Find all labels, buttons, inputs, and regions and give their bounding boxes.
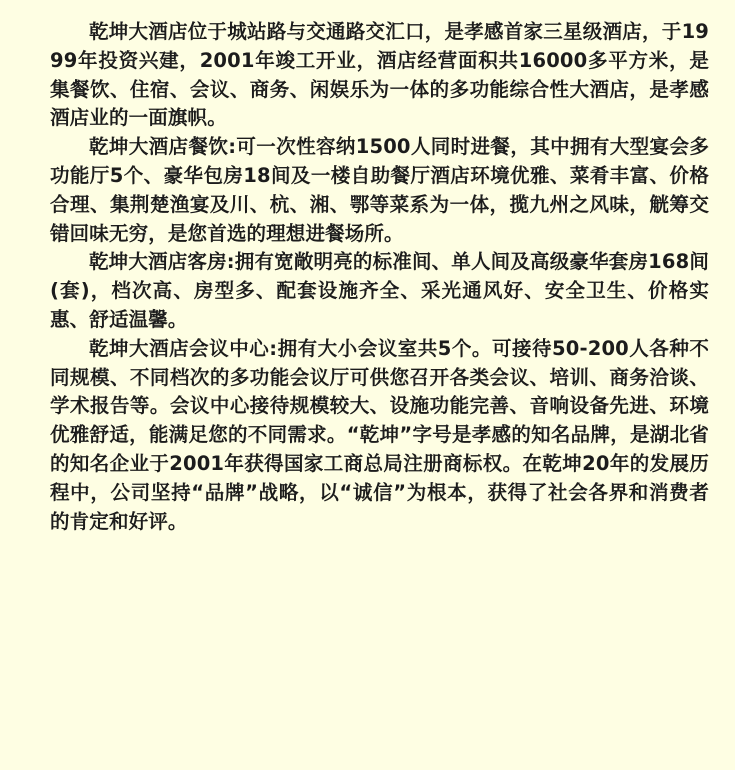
paragraph-dining: 乾坤大酒店餐饮:可一次性容纳1500人同时进餐，其中拥有大型宴会多功能厅5个、豪华包房18间及一楼自助餐厅酒店环境优雅、菜肴丰富、价格合理、集荆楚渔宴及川、杭、湘、鄂等菜系为一体，揽九州之风味，觥筹交错回味无穷，是您首选的理想进餐场所。 <box>50 135 709 245</box>
paragraph-rooms: 乾坤大酒店客房:拥有宽敞明亮的标准间、单人间及高级豪华套房168间(套)，档次高、房型多、配套设施齐全、采光通风好、安全卫生、价格实惠、舒适温馨。 <box>50 250 709 331</box>
paragraph-conference: 乾坤大酒店会议中心:拥有大小会议室共5个。可接待50-200人各种不同规模、不同档次的多功能会议厅可供您召开各类会议、培训、商务洽谈、学术报告等。会议中心接待规模较大、设施功能完善、音响设备先进、环境优雅舒适，能满足您的不同需求。“乾坤”字号是孝感的知名品牌，是湖北省的知名企业于2001年获得国家工商总局注册商标权。在乾坤20年的发展历程中，公司坚持“品牌”战略，以“诚信”为根本，获得了社会各界和消费者的肯定和好评。 <box>50 336 709 533</box>
paragraph-intro: 乾坤大酒店位于城站路与交通路交汇口，是孝感首家三星级酒店，于1999年投资兴建，2001年竣工开业，酒店经营面积共16000多平方米，是集餐饮、住宿、会议、商务、闲娱乐为一体的多功能综合性大酒店，是孝感酒店业的一面旗帜。 <box>50 20 709 130</box>
